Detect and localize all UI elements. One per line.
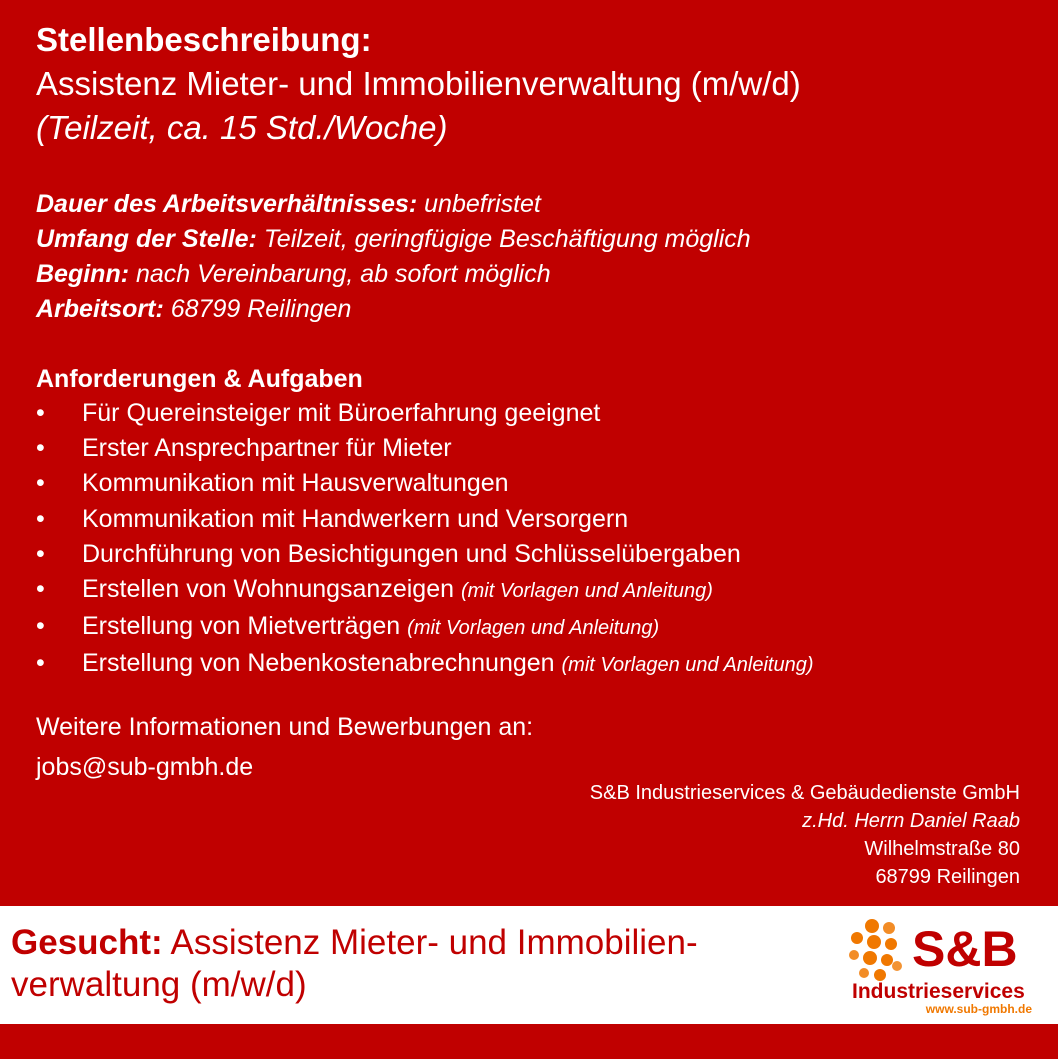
fact-value: unbefristet xyxy=(417,190,541,218)
bullet-icon: • xyxy=(36,504,45,533)
fact-label: Beginn: xyxy=(36,260,130,288)
document-label: Stellenbeschreibung: xyxy=(36,21,372,58)
banner-line-1: Assistenz Mieter- und Immobilien- xyxy=(162,923,698,962)
bullet-icon: • xyxy=(36,612,45,641)
list-item-text: Erstellung von Nebenkostenabrechnungen xyxy=(82,649,555,678)
dots-icon xyxy=(846,918,910,982)
fact-label: Arbeitsort: xyxy=(36,295,164,323)
city: 68799 Reilingen xyxy=(875,866,1020,888)
company-logo xyxy=(846,914,1046,1018)
contact-email[interactable]: jobs@sub-gmbh.de xyxy=(36,753,254,781)
logo-subtitle: Industrieservices xyxy=(852,980,1025,1003)
bullet-icon: • xyxy=(36,469,45,498)
contact-block xyxy=(36,707,533,787)
list-item-text: Erstellung von Mietverträgen xyxy=(82,612,401,641)
list-item-note: (mit Vorlagen und Anleitung) xyxy=(460,580,713,603)
address-block xyxy=(590,779,1020,891)
list-item-note: (mit Vorlagen und Anleitung) xyxy=(561,654,814,677)
sought-banner xyxy=(0,906,1058,1024)
list-item-text: Kommunikation mit Hausverwaltungen xyxy=(82,469,509,498)
logo-url: www.sub-gmbh.de xyxy=(925,1002,1032,1016)
list-item xyxy=(36,609,814,646)
fact-label: Umfang der Stelle: xyxy=(36,225,257,253)
fact-value: 68799 Reilingen xyxy=(163,295,352,323)
bullet-icon: • xyxy=(36,649,45,678)
fact-value: nach Vereinbarung, ab sofort möglich xyxy=(129,260,551,288)
banner-label: Gesucht: xyxy=(11,923,163,962)
bullet-icon: • xyxy=(36,434,45,463)
banner-line-2: verwaltung (m/w/d) xyxy=(11,965,307,1004)
list-item-text: Durchführung von Besichtigungen und Schlüsselübergaben xyxy=(82,539,741,568)
street: Wilhelmstraße 80 xyxy=(864,838,1020,860)
list-item xyxy=(36,502,814,537)
fact-start xyxy=(36,257,751,292)
job-facts xyxy=(36,187,751,327)
list-item-text: Für Quereinsteiger mit Büroerfahrung geeignet xyxy=(82,399,601,427)
bullet-icon: • xyxy=(36,399,45,427)
list-item xyxy=(36,396,814,431)
fact-scope xyxy=(36,222,751,257)
requirements-heading: Anforderungen & Aufgaben xyxy=(36,365,363,393)
list-item xyxy=(36,646,814,683)
list-item-text: Erstellen von Wohnungsanzeigen xyxy=(82,575,455,604)
working-hours: (Teilzeit, ca. 15 Std./Woche) xyxy=(36,109,448,146)
fact-location xyxy=(36,292,751,327)
list-item-text: Kommunikation mit Handwerkern und Versorgern xyxy=(82,504,629,533)
position-title: Assistenz Mieter- und Immobilienverwaltung (m/w/d) xyxy=(36,65,801,102)
list-item xyxy=(36,431,814,466)
list-item-note: (mit Vorlagen und Anleitung) xyxy=(407,617,660,640)
fact-duration xyxy=(36,187,751,222)
logo-mark: S&B xyxy=(912,921,1018,977)
banner-text xyxy=(11,922,698,1006)
list-item-text: Erster Ansprechpartner für Mieter xyxy=(82,434,452,463)
list-item xyxy=(36,466,814,501)
fact-label: Dauer des Arbeitsverhältnisses: xyxy=(36,190,418,218)
company-name: S&B Industrieservices & Gebäudedienste GmbH xyxy=(589,782,1020,804)
contact-intro: Weitere Informationen und Bewerbungen an: xyxy=(36,713,534,741)
bullet-icon: • xyxy=(36,575,45,604)
requirements-list xyxy=(36,396,814,684)
list-item xyxy=(36,537,814,572)
bullet-icon: • xyxy=(36,539,45,568)
fact-value: Teilzeit, geringfügige Beschäftigung möglich xyxy=(256,225,751,253)
contact-person: z.Hd. Herrn Daniel Raab xyxy=(802,810,1020,832)
list-item xyxy=(36,572,814,609)
